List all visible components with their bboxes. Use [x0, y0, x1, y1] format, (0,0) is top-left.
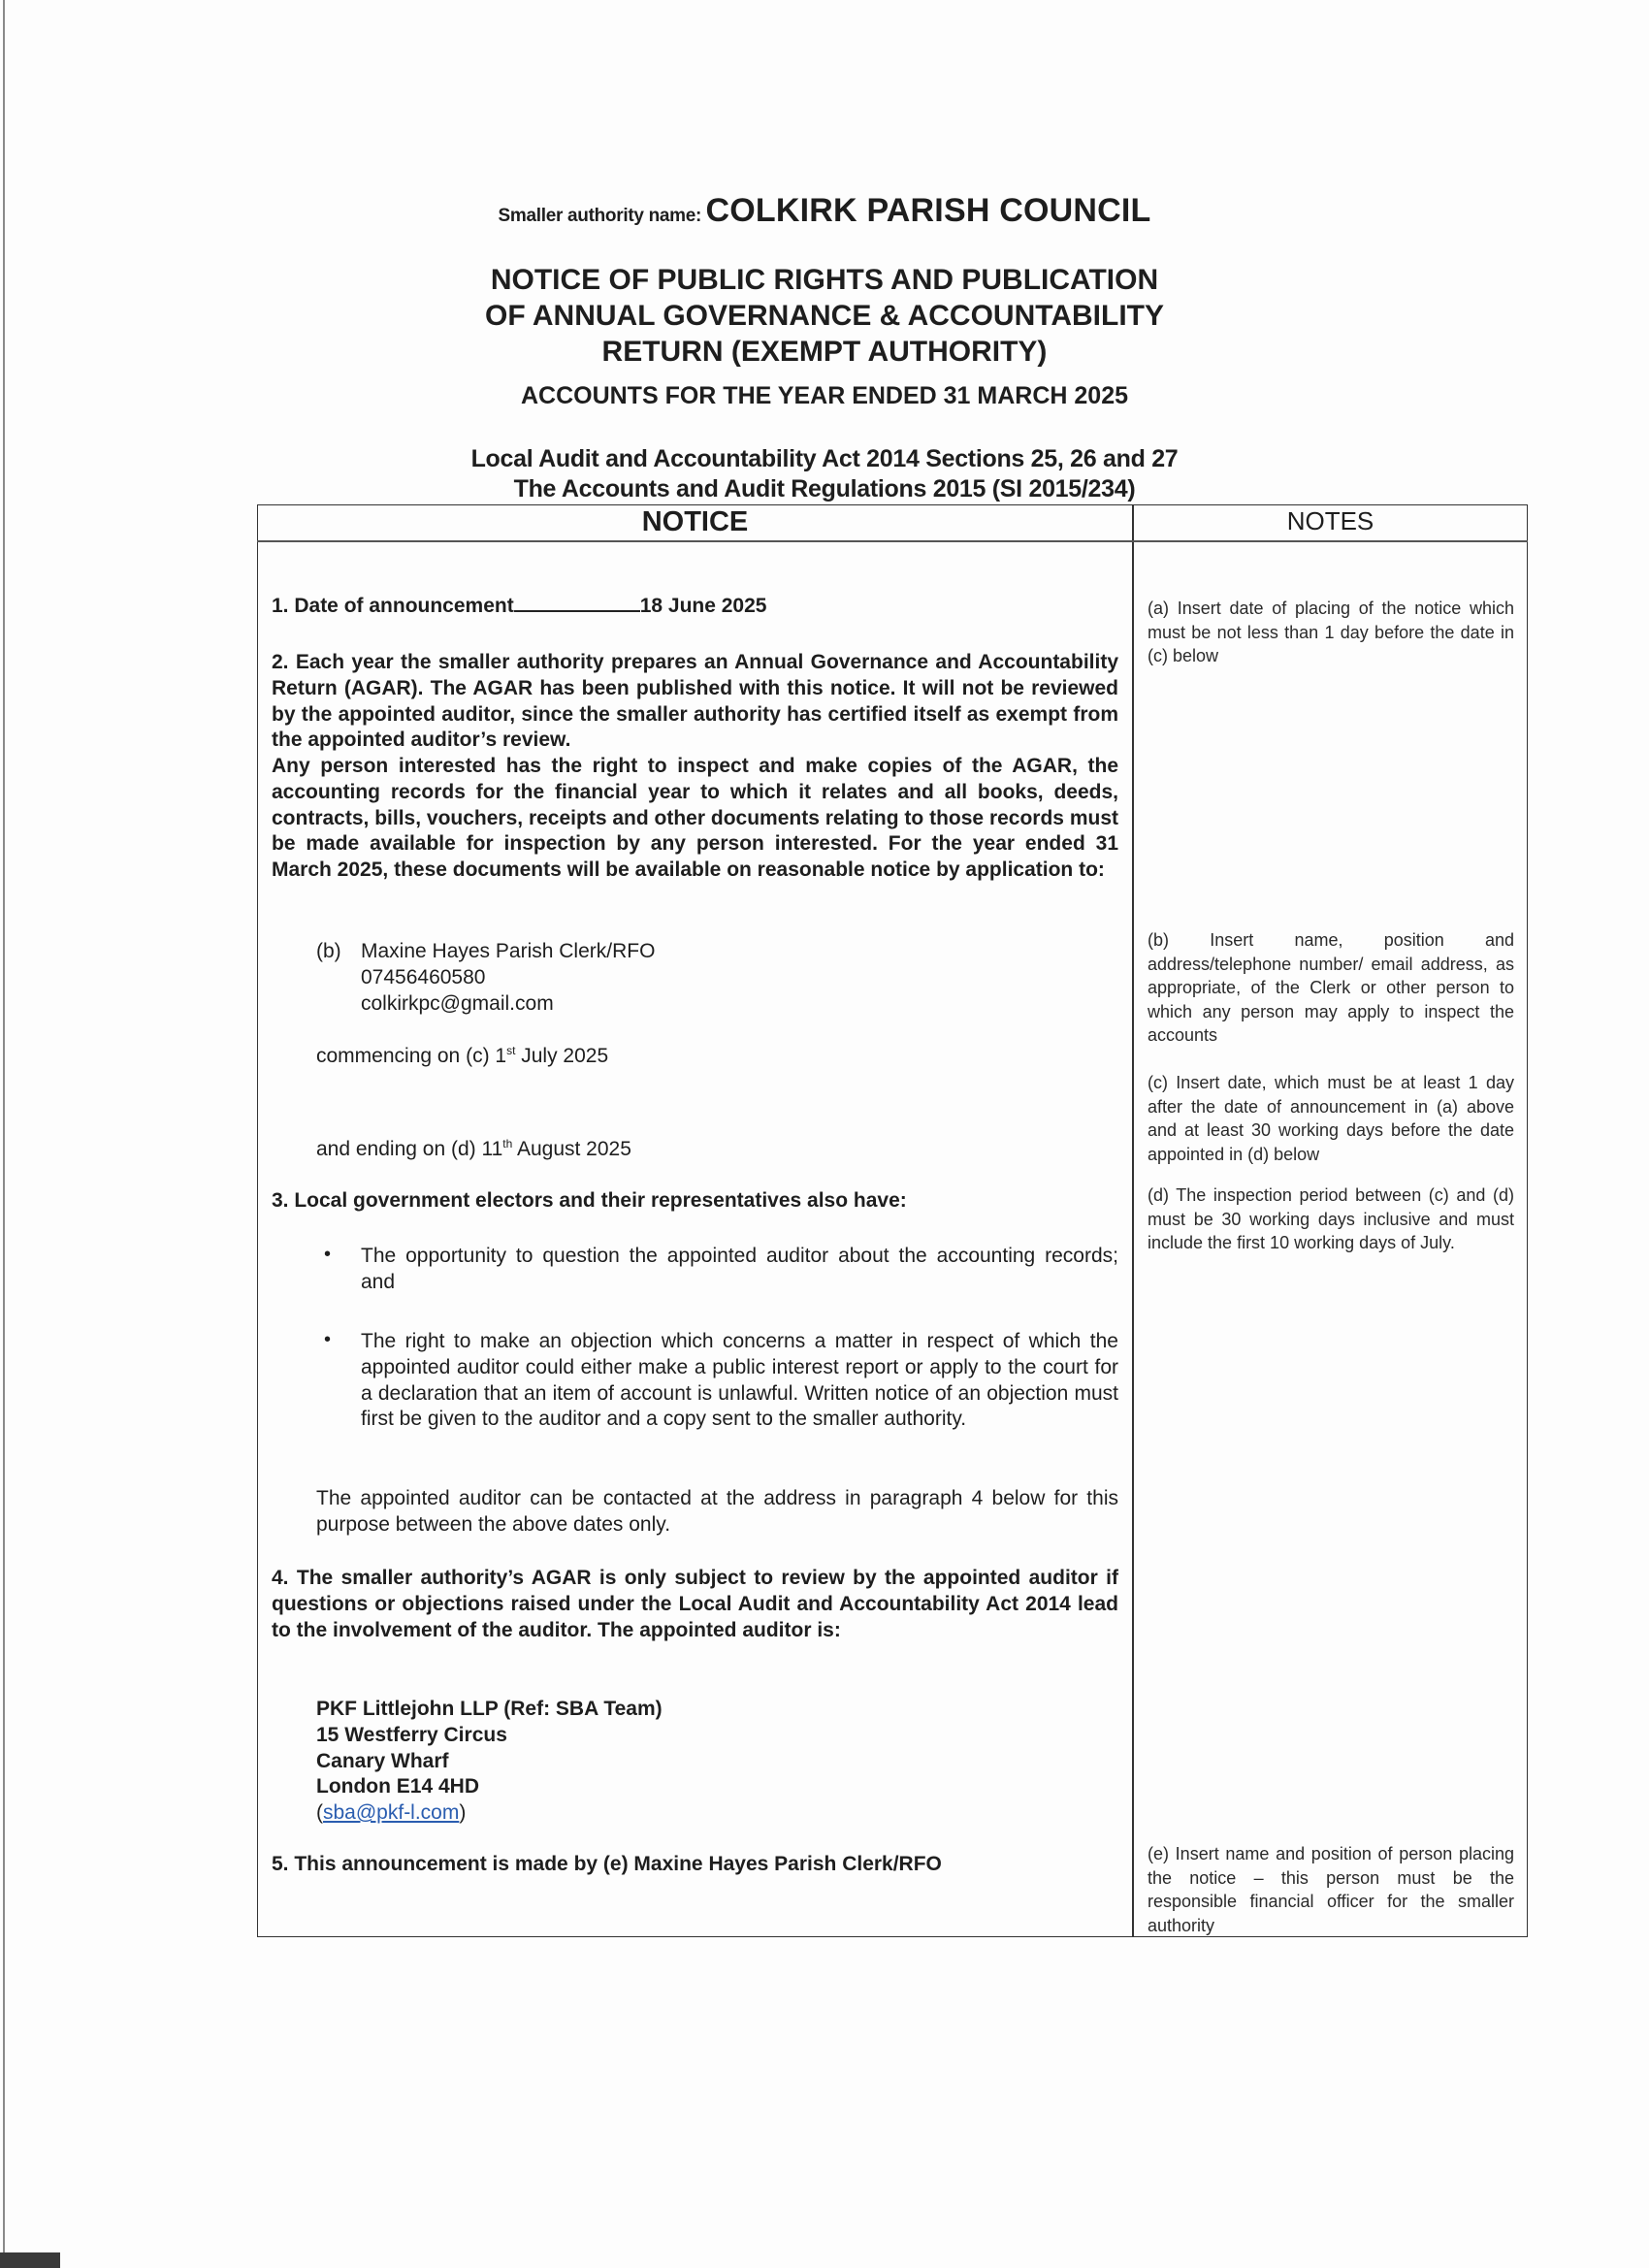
note-d: (d) The inspection period between (c) and (d) must be 30 working days inclusive and must include the first 10 working days of July.	[1148, 1185, 1514, 1252]
title-line: RETURN (EXEMPT AUTHORITY)	[601, 336, 1048, 368]
header-row-divider	[257, 540, 1528, 542]
column-divider	[1132, 504, 1134, 1937]
auditor-contact-note: The appointed auditor can be contacted at the address in paragraph 4 below for this purpose between the above dates only.	[316, 1487, 1118, 1536]
title-line: NOTICE OF PUBLIC RIGHTS AND PUBLICATION	[490, 264, 1159, 296]
note-e: (e) Insert name and position of person placing the notice – this person must be the responsible financial officer for the smaller authority	[1148, 1844, 1514, 1935]
auditor-address	[316, 1697, 663, 1800]
auditor-email-link[interactable]: sba@pkf-l.com	[323, 1801, 460, 1824]
item-1-label: 1. Date of announcement	[272, 595, 514, 617]
item-5-text: 5. This announcement is made by (e) Maxine Hayes Parish Clerk/RFO	[272, 1853, 942, 1875]
legislation-line: Local Audit and Accountability Act 2014 Sections 25, 26 and 27	[470, 445, 1179, 472]
note-a: (a) Insert date of placing of the notice which must be not less than 1 day before the date in (c) below	[1148, 599, 1514, 665]
ending-suffix: August 2025	[512, 1138, 631, 1160]
ending-date	[316, 1137, 631, 1163]
commencing-date	[316, 1044, 608, 1070]
item-1-date	[272, 593, 1118, 620]
commencing-sup: st	[506, 1044, 516, 1057]
address-line: Canary Wharf	[316, 1749, 449, 1772]
authority-line	[0, 192, 1649, 230]
title-line: OF ANNUAL GOVERNANCE & ACCOUNTABILITY	[485, 300, 1164, 332]
address-line: London E14 4HD	[316, 1775, 480, 1798]
notice-title	[0, 262, 1649, 370]
ending-prefix: and ending on (d) 11	[316, 1138, 503, 1160]
date-underline	[514, 593, 640, 612]
legislation-lines	[0, 444, 1649, 504]
legislation-line: The Accounts and Audit Regulations 2015 (SI 2015/234)	[513, 475, 1136, 502]
bullet-item: The right to make an objection which concerns a matter in respect of which the appointed auditor could either make a public interest report or apply to the court for a declaration that an item of account is unlawful. Written notice of an objection must first be given to the auditor and a copy sent to the smaller authority.	[361, 1330, 1118, 1431]
address-line: 15 Westferry Circus	[316, 1723, 507, 1746]
authority-label: Smaller authority name:	[498, 206, 702, 226]
item-4-text: 4. The smaller authority’s AGAR is only subject to review by the appointed auditor if questions or objections raised under the Local Audit and Accountability Act 2014 lead to the involvement of the auditor. The appointed auditor is:	[272, 1567, 1118, 1641]
note-c: (c) Insert date, which must be at least 1 day after the date of announcement in (a) above and at least 30 working days before the date appointed in (d) below	[1148, 1073, 1514, 1164]
scan-corner-mark	[0, 2252, 60, 2268]
item-2-para-1: 2. Each year the smaller authority prepares an Annual Governance and Accountability Return (AGAR). The AGAR has been published with this notice. It will not be reviewed by the appointed auditor, since the smaller authority has certified itself as exempt from the appointed auditor’s review.	[272, 651, 1118, 752]
commencing-suffix: July 2025	[515, 1045, 609, 1067]
bullet-dot-icon: •	[324, 1329, 332, 1350]
contact-name: Maxine Hayes Parish Clerk/RFO	[361, 940, 656, 962]
column-header-notes: NOTES	[1286, 506, 1374, 535]
authority-name: COLKIRK PARISH COUNCIL	[705, 192, 1151, 229]
item-1-value: 18 June 2025	[639, 595, 767, 617]
contact-marker: (b)	[316, 940, 341, 962]
ending-sup: th	[502, 1137, 513, 1150]
contact-phone: 07456460580	[361, 966, 486, 988]
address-line: PKF Littlejohn LLP (Ref: SBA Team)	[316, 1698, 663, 1720]
contact-email: colkirkpc@gmail.com	[361, 992, 554, 1015]
bullet-dot-icon: •	[324, 1244, 332, 1265]
item-2-para-2: Any person interested has the right to inspect and make copies of the AGAR, the accounting records for the financial year to which it relates and all books, deeds, contracts, bills, vouchers, receipts and other documents relating to those records must be made available for inspection by any person interested. For the year ended 31 March 2025, these documents will be available on reasonable notice by application to:	[272, 755, 1118, 882]
note-b: (b) Insert name, position and address/telephone number/ email address, as appropriate, of the Clerk or other person to which any person may apply to inspect the accounts	[1148, 930, 1514, 1045]
accounts-year-line: ACCOUNTS FOR THE YEAR ENDED 31 MARCH 2025	[520, 382, 1129, 409]
bullet-item: The opportunity to question the appointed auditor about the accounting records; and	[361, 1245, 1118, 1293]
item-3-heading: 3. Local government electors and their representatives also have:	[272, 1189, 907, 1212]
auditor-email-line: (sba@pkf-l.com)	[316, 1801, 467, 1824]
commencing-prefix: commencing on (c) 1	[316, 1045, 507, 1067]
column-header-notice: NOTICE	[641, 506, 749, 537]
